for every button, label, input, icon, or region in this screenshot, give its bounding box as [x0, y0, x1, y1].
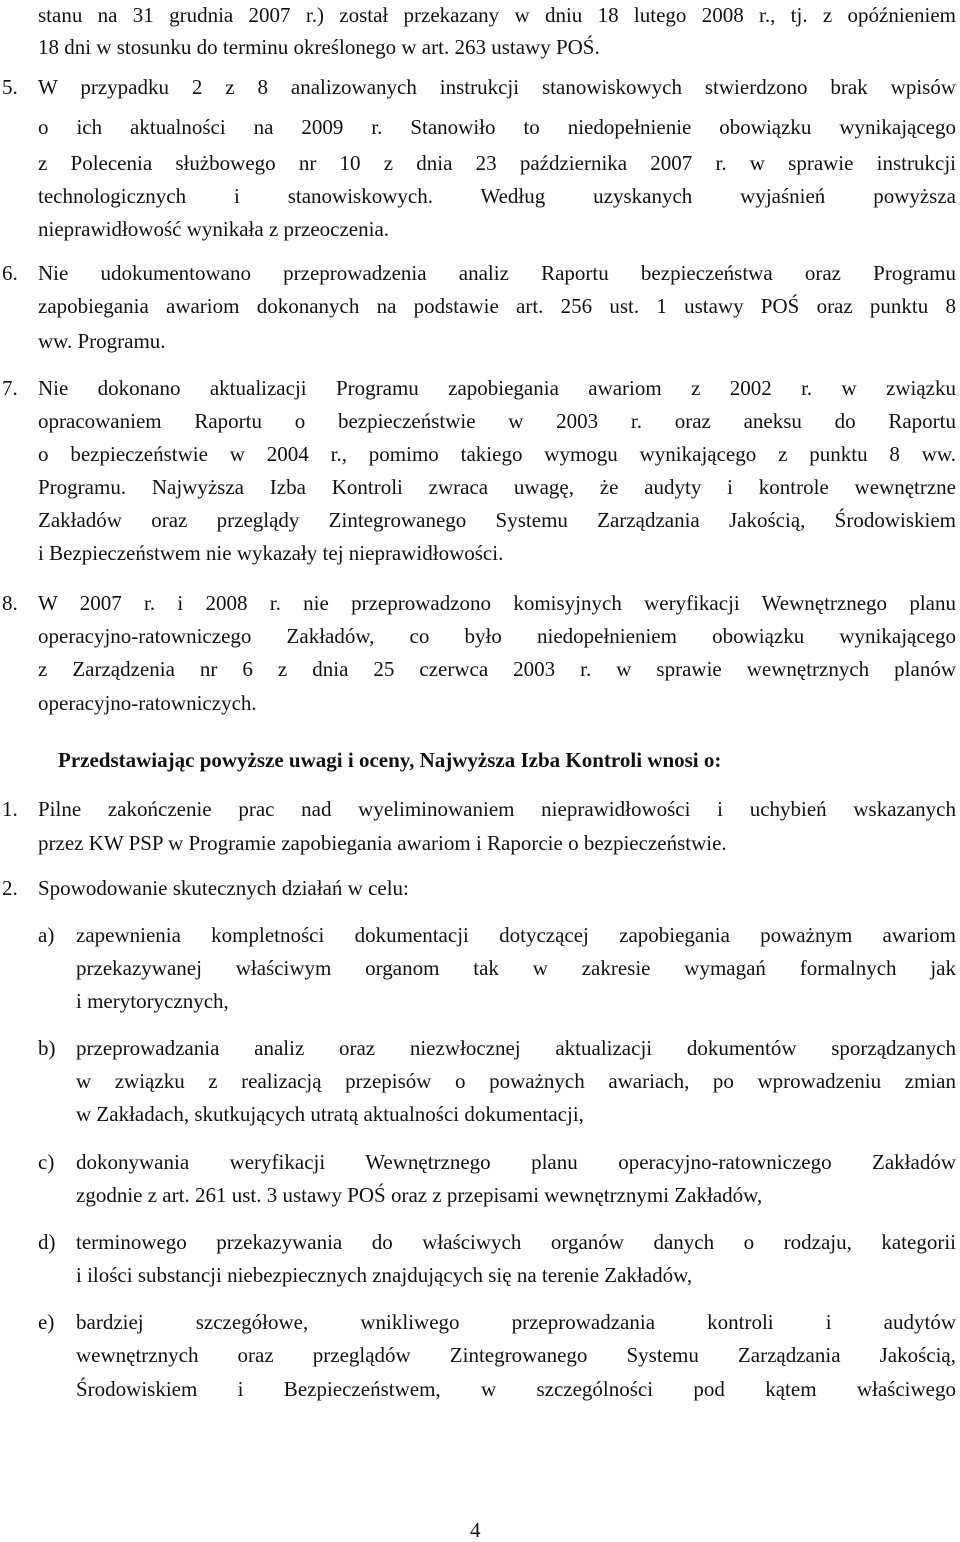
text-line: operacyjno-ratowniczego Zakładów, co było niedopełnieniem obowiązku wynikającego — [38, 624, 956, 648]
text-line: i merytorycznych, — [76, 989, 229, 1013]
text-line: 18 dni w stosunku do terminu określonego w art. 263 ustawy POŚ. — [38, 35, 600, 59]
text-line: W 2007 r. i 2008 r. nie przeprowadzono komisyjnych weryfikacji Wewnętrznego planu — [38, 591, 956, 615]
text-line: nieprawidłowość wynikała z przeoczenia. — [38, 217, 390, 241]
text-line: operacyjno-ratowniczych. — [38, 691, 257, 715]
text-line: w Zakładach, skutkujących utratą aktualności dokumentacji, — [76, 1102, 584, 1126]
text-line: przeprowadzania analiz oraz niezwłocznej aktualizacji dokumentów sporządzanych — [76, 1036, 956, 1060]
text-line: Spowodowanie skutecznych działań w celu: — [38, 876, 409, 900]
text-line: W przypadku 2 z 8 analizowanych instrukcji stanowiskowych stwierdzono brak wpisów — [38, 75, 956, 99]
text-line: opracowaniem Raportu o bezpieczeństwie w 2003 r. oraz aneksu do Raportu — [38, 409, 956, 433]
text-line: o bezpieczeństwie w 2004 r., pomimo takiego wymogu wynikającego z punktu 8 ww. — [38, 442, 956, 466]
text-line: przekazywanej właściwym organom tak w zakresie wymagań formalnych jak — [76, 956, 956, 980]
text-line: zgodnie z art. 261 ust. 3 ustawy POŚ oraz z przepisami wewnętrznymi Zakładów, — [76, 1183, 763, 1207]
sub-item-letter: a) — [38, 923, 55, 947]
item-number: 7. — [2, 376, 18, 400]
text-line: technologicznych i stanowiskowych. Według uzyskanych wyjaśnień powyższa — [38, 184, 956, 208]
item-number: 5. — [2, 75, 18, 99]
text-line: Nie udokumentowano przeprowadzenia analiz Raportu bezpieczeństwa oraz Programu — [38, 261, 956, 285]
sub-item-letter: b) — [38, 1036, 56, 1060]
item-number: 2. — [2, 876, 18, 900]
text-line: Środowiskiem i Bezpieczeństwem, w szczególności pod kątem właściwego — [76, 1377, 956, 1401]
text-line: Pilne zakończenie prac nad wyeliminowaniem nieprawidłowości i uchybień wskazanych — [38, 797, 956, 821]
recommendations-heading: Przedstawiając powyższe uwagi i oceny, Najwyższa Izba Kontroli wnosi o: — [58, 748, 722, 772]
text-line: Nie dokonano aktualizacji Programu zapobiegania awariom z 2002 r. w związku — [38, 376, 956, 400]
text-line: Programu. Najwyższa Izba Kontroli zwraca uwagę, że audyty i kontrole wewnętrzne — [38, 475, 956, 499]
text-line: z Zarządzenia nr 6 z dnia 25 czerwca 2003 r. w sprawie wewnętrznych planów — [38, 657, 956, 681]
text-line: w związku z realizacją przepisów o poważnych awariach, po wprowadzeniu zmian — [76, 1069, 956, 1093]
text-line: o ich aktualności na 2009 r. Stanowiło to niedopełnienie obowiązku wynikającego — [38, 115, 956, 139]
text-line: terminowego przekazywania do właściwych organów danych o rodzaju, kategorii — [76, 1230, 956, 1254]
text-line: stanu na 31 grudnia 2007 r.) został przekazany w dniu 18 lutego 2008 r., tj. z opóźnieniem — [38, 3, 956, 27]
item-number: 1. — [2, 797, 18, 821]
item-number: 8. — [2, 591, 18, 615]
item-number: 6. — [2, 261, 18, 285]
text-line: i Bezpieczeństwem nie wykazały tej nieprawidłowości. — [38, 541, 504, 565]
sub-item-letter: c) — [38, 1150, 55, 1174]
text-line: przez KW PSP w Programie zapobiegania awariom i Raporcie o bezpieczeństwie. — [38, 831, 727, 855]
page-number: 4 — [470, 1518, 481, 1542]
text-line: bardziej szczegółowe, wnikliwego przeprowadzania kontroli i audytów — [76, 1310, 956, 1334]
text-line: i ilości substancji niebezpiecznych znajdujących się na terenie Zakładów, — [76, 1263, 693, 1287]
text-line: zapobiegania awariom dokonanych na podstawie art. 256 ust. 1 ustawy POŚ oraz punktu 8 — [38, 294, 956, 318]
text-line: dokonywania weryfikacji Wewnętrznego planu operacyjno-ratowniczego Zakładów — [76, 1150, 956, 1174]
text-line: wewnętrznych oraz przeglądów Zintegrowanego Systemu Zarządzania Jakością, — [76, 1343, 956, 1367]
sub-item-letter: e) — [38, 1310, 55, 1334]
text-line: z Polecenia służbowego nr 10 z dnia 23 października 2007 r. w sprawie instrukcji — [38, 151, 956, 175]
text-line: zapewnienia kompletności dokumentacji dotyczącej zapobiegania poważnym awariom — [76, 923, 956, 947]
text-line: Zakładów oraz przeglądy Zintegrowanego Systemu Zarządzania Jakością, Środowiskiem — [38, 508, 956, 532]
sub-item-letter: d) — [38, 1230, 56, 1254]
text-line: ww. Programu. — [38, 329, 166, 353]
